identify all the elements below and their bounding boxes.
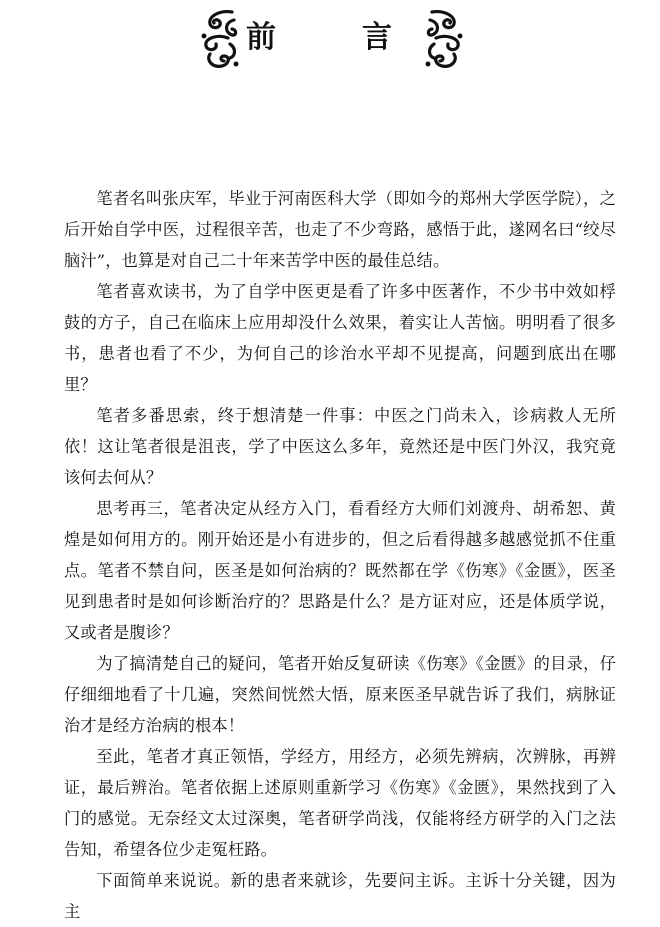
preface-body	[64, 183, 616, 927]
page-title-char-2: 言	[362, 20, 392, 55]
cloud-scroll-ornament-icon	[196, 8, 242, 70]
cloud-scroll-ornament-icon	[422, 8, 468, 70]
paragraph: 笔者名叫张庆军，毕业于河南医科大学（即如今的郑州大学医学院），之后开始自学中医，过程很辛苦，也走了不少弯路，感悟于此，遂网名曰“绞尽脑汁”，也算是对自己二十年来苦学中医的最佳总结。	[64, 189, 616, 270]
paragraph: 为了搞清楚自己的疑问，笔者开始反复研读《伤寒》《金匮》的目录，仔仔细细地看了十几遍，突然间恍然大悟，原来医圣早就告诉了我们，病脉证治才是经方治病的根本！	[64, 654, 616, 735]
paragraph: 下面简单来说说。新的患者来就诊，先要问主诉。主诉十分关键，因为主	[64, 871, 616, 921]
paragraph: 思考再三，笔者决定从经方入门，看看经方大师们刘渡舟、胡希恕、黄煌是如何用方的。刚开始还是小有进步的，但之后看得越多越感觉抓不住重点。笔者不禁自问，医圣是如何治病的？既然都在学《伤寒》《金匮》，医圣见到患者时是如何诊断治疗的？思路是什么？是方证对应，还是体质学说，又或者是腹诊？	[64, 499, 616, 642]
paragraph: 笔者喜欢读书，为了自学中医更是看了许多中医著作，不少书中效如桴鼓的方子，自己在临床上应用却没什么效果，着实让人苦恼。明明看了很多书，患者也看了不少，为何自己的诊治水平却不见提高，问题到底出在哪里？	[64, 282, 616, 394]
page-title-char-1: 前	[246, 20, 276, 55]
page-header	[0, 6, 660, 72]
paragraph: 笔者多番思索，终于想清楚一件事：中医之门尚未入，诊病救人无所依！这让笔者很是沮丧，学了中医这么多年，竟然还是中医门外汉，我究竟该何去何从？	[64, 406, 616, 487]
paragraph: 至此，笔者才真正领悟，学经方，用经方，必须先辨病，次辨脉，再辨证，最后辨治。笔者依据上述原则重新学习《伤寒》《金匮》，果然找到了入门的感觉。无奈经文太过深奥，笔者研学尚浅，仅能将经方研学的入门之法告知，希望各位少走冤枉路。	[64, 747, 616, 859]
